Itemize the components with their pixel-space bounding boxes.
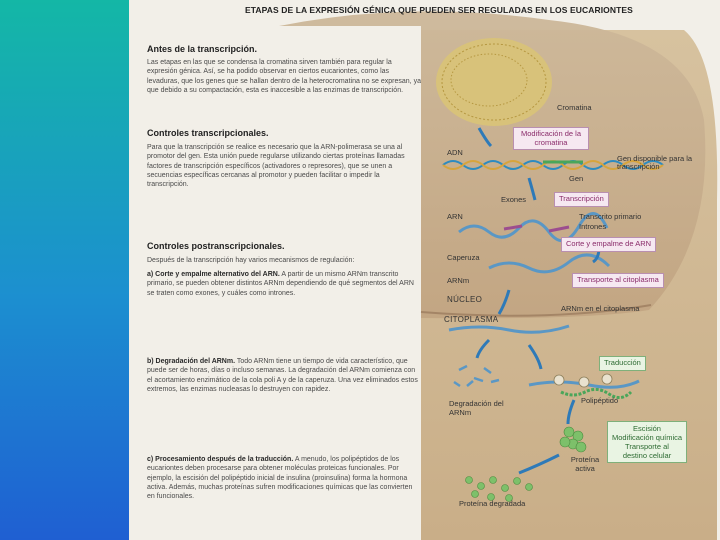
box-transporte-citoplasma: Transporte al citoplasma (572, 273, 664, 288)
section-text-before-transcription: Las etapas en las que se condensa la cromatina sirven también para regular la expresión génica. Así, se ha podido observar en ciertos eucariontes, como las levaduras, que los genes que se hallan dentro de la heterocromatina no se expresan, ya que debido a su compactación, esta es inaccesible a las enzimas de transcripción. (147, 59, 421, 94)
section-heading-posttranscriptional: Controles postranscripcionales. (147, 241, 285, 251)
textbook-page (129, 0, 720, 540)
label-nucleo: NÚCLEO (447, 295, 483, 304)
item-a (147, 270, 422, 298)
label-cromatina: Cromatina (557, 103, 592, 112)
label-arn: ARN (447, 212, 463, 221)
label-caperuza: Caperuza (447, 253, 480, 262)
label-arnm: ARNm (447, 276, 470, 285)
section-heading-before-transcription: Antes de la transcripción. (147, 44, 258, 54)
item-a-lead: a) Corte y empalme alternativo del ARN. (147, 271, 280, 278)
label-citoplasma: CITOPLASMA (444, 315, 499, 324)
label-polipeptido: Polipéptido (581, 396, 619, 405)
item-b-text: Todo ARNm tiene un tiempo de vida característico, que puede ser de horas, días o incluso semanas. La degradación del ARNm comienza con el acortamiento enzimático de la cola poli A y de la caperuza. Una vez eliminados estos extremos, las enzimas nucleasas lo destruyen con rapidez. (147, 358, 418, 393)
label-transcrito-primario: Transcrito primario (579, 212, 642, 221)
item-a-text: A partir de un mismo ARNm transcrito primario, se pueden obtener distintos ARNm dependiendo de qué segmentos del ARN se traten como exones, y cuáles como intrones. (147, 271, 414, 297)
item-c-text: A menudo, los polipéptidos de los eucariontes deben procesarse para obtener moléculas proteicas funcionales. Por ejemplo, la escisión del polipéptido inicial de insulina (proinsulina) forma la hormona activa. Además, muchas proteínas sufren modificaciones químicas que las convierten en funcionales. (147, 456, 413, 501)
section-text-transcriptional: Para que la transcripción se realice es necesario que la ARN-polimerasa se una al promotor del gen. Esta unión puede regularse utilizando ciertas proteínas llamadas factores de transcripción específicos (activadores o represores), que se unen a secuencias específicas cercanas al promotor y pueden facilitar o impedir la transcripción. (147, 144, 405, 189)
box-transcripcion: Transcripción (554, 192, 609, 207)
section-heading-transcriptional: Controles transcripcionales. (147, 128, 269, 138)
label-adn: ADN (447, 148, 463, 157)
escision-line-4: destino celular (622, 451, 672, 460)
label-gen-disponible: Gen disponible para la transcripción (617, 154, 693, 171)
box-traduccion: Traducción (599, 356, 646, 371)
escision-line-1: Escisión (633, 424, 661, 433)
box-corte-empalme: Corte y empalme de ARN (561, 237, 656, 252)
item-b (147, 357, 422, 394)
label-gen: Gen (569, 174, 584, 183)
label-intrones: Intrones (579, 222, 607, 231)
item-b-lead: b) Degradación del ARNm. (147, 358, 236, 365)
item-c (147, 455, 422, 501)
label-proteina-activa: Proteína activa (570, 455, 600, 473)
page-title: ETAPAS DE LA EXPRESIÓN GÉNICA QUE PUEDEN SER REGULADAS EN LOS EUCARIONTES (245, 5, 633, 15)
chromatin-blob (436, 38, 552, 126)
item-c-lead: c) Procesamiento después de la traducción. (147, 456, 294, 463)
label-exones: Exones (501, 195, 527, 204)
escision-line-3: Transporte al (625, 442, 669, 451)
box-modificacion-cromatina: Modificación de la cromatina (513, 127, 589, 150)
label-degradacion-arnm: Degradación del ARNm (449, 399, 504, 417)
label-arnm-citoplasma: ARNm en el citoplasma (561, 304, 640, 313)
escision-line-2: Modificación química (612, 433, 683, 442)
box-escision-modificacion (607, 421, 687, 463)
section-intro-posttranscriptional: Después de la transcripción hay varios mecanismos de regulación: (147, 257, 355, 264)
label-proteina-degradada: Proteína degradada (459, 499, 526, 508)
